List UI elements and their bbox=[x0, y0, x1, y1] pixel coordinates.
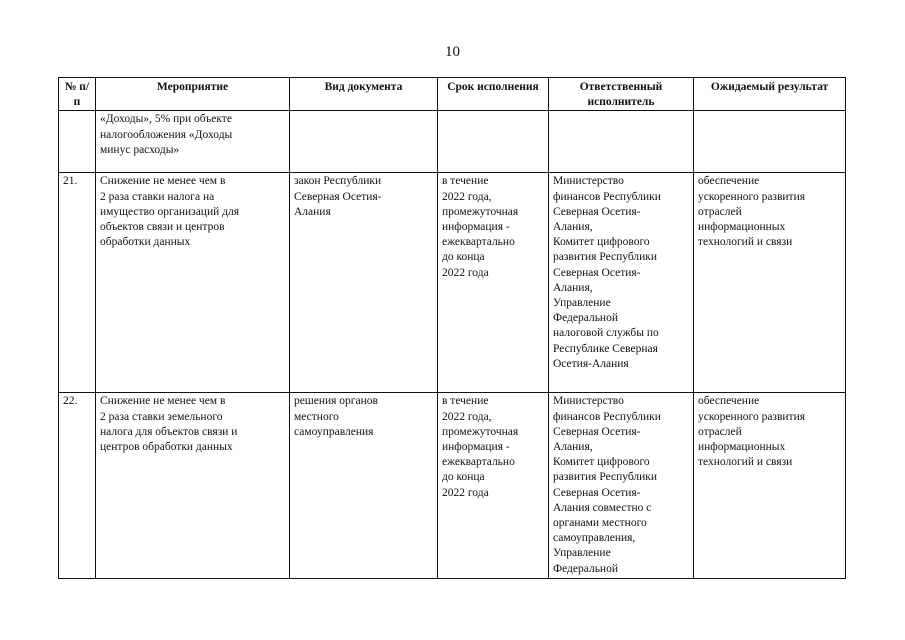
cell-expected-result bbox=[694, 111, 846, 173]
cell-expected-result: обеспечение ускоренного развития отраслей информационных технологий и связи bbox=[694, 393, 846, 579]
header-deadline: Срок исполнения bbox=[438, 78, 549, 111]
table-row bbox=[59, 111, 846, 173]
cell-document-type bbox=[290, 111, 438, 173]
header-expected-result: Ожидаемый результат bbox=[694, 78, 846, 111]
page-number: 10 bbox=[445, 44, 460, 60]
cell-number bbox=[59, 111, 96, 173]
header-document-type: Вид документа bbox=[290, 78, 438, 111]
cell-responsible: Министерство финансов Республики Северная Осетия- Алания, Комитет цифрового развития Республики Северная Осетия- Алания, Управление Федеральной налоговой службы по Республике Северная Осетия-Алания bbox=[549, 173, 694, 393]
cell-number: 22. bbox=[59, 393, 96, 579]
cell-responsible bbox=[549, 111, 694, 173]
table-row bbox=[59, 393, 846, 579]
cell-deadline: в течение 2022 года, промежуточная информация - ежеквартально до конца 2022 года bbox=[438, 173, 549, 393]
header-number: № п/п bbox=[59, 78, 96, 111]
cell-measure: «Доходы», 5% при объекте налогообложения «Доходы минус расходы» bbox=[96, 111, 290, 173]
cell-responsible: Министерство финансов Республики Северная Осетия- Алания, Комитет цифрового развития Республики Северная Осетия- Алания совместно с органами местного самоуправления, Управление Федеральной bbox=[549, 393, 694, 579]
header-responsible: Ответственный исполнитель bbox=[549, 78, 694, 111]
cell-document-type: решения органов местного самоуправления bbox=[290, 393, 438, 579]
measures-table bbox=[58, 77, 846, 579]
cell-measure: Снижение не менее чем в 2 раза ставки земельного налога для объектов связи и центров обработки данных bbox=[96, 393, 290, 579]
table-header-row bbox=[59, 78, 846, 111]
cell-deadline bbox=[438, 111, 549, 173]
cell-number: 21. bbox=[59, 173, 96, 393]
cell-expected-result: обеспечение ускоренного развития отраслей информационных технологий и связи bbox=[694, 173, 846, 393]
cell-deadline: в течение 2022 года, промежуточная информация - ежеквартально до конца 2022 года bbox=[438, 393, 549, 579]
cell-document-type: закон Республики Северная Осетия- Алания bbox=[290, 173, 438, 393]
header-measure: Мероприятие bbox=[96, 78, 290, 111]
cell-measure: Снижение не менее чем в 2 раза ставки налога на имущество организаций для объектов связи и центров обработки данных bbox=[96, 173, 290, 393]
table-row bbox=[59, 173, 846, 393]
